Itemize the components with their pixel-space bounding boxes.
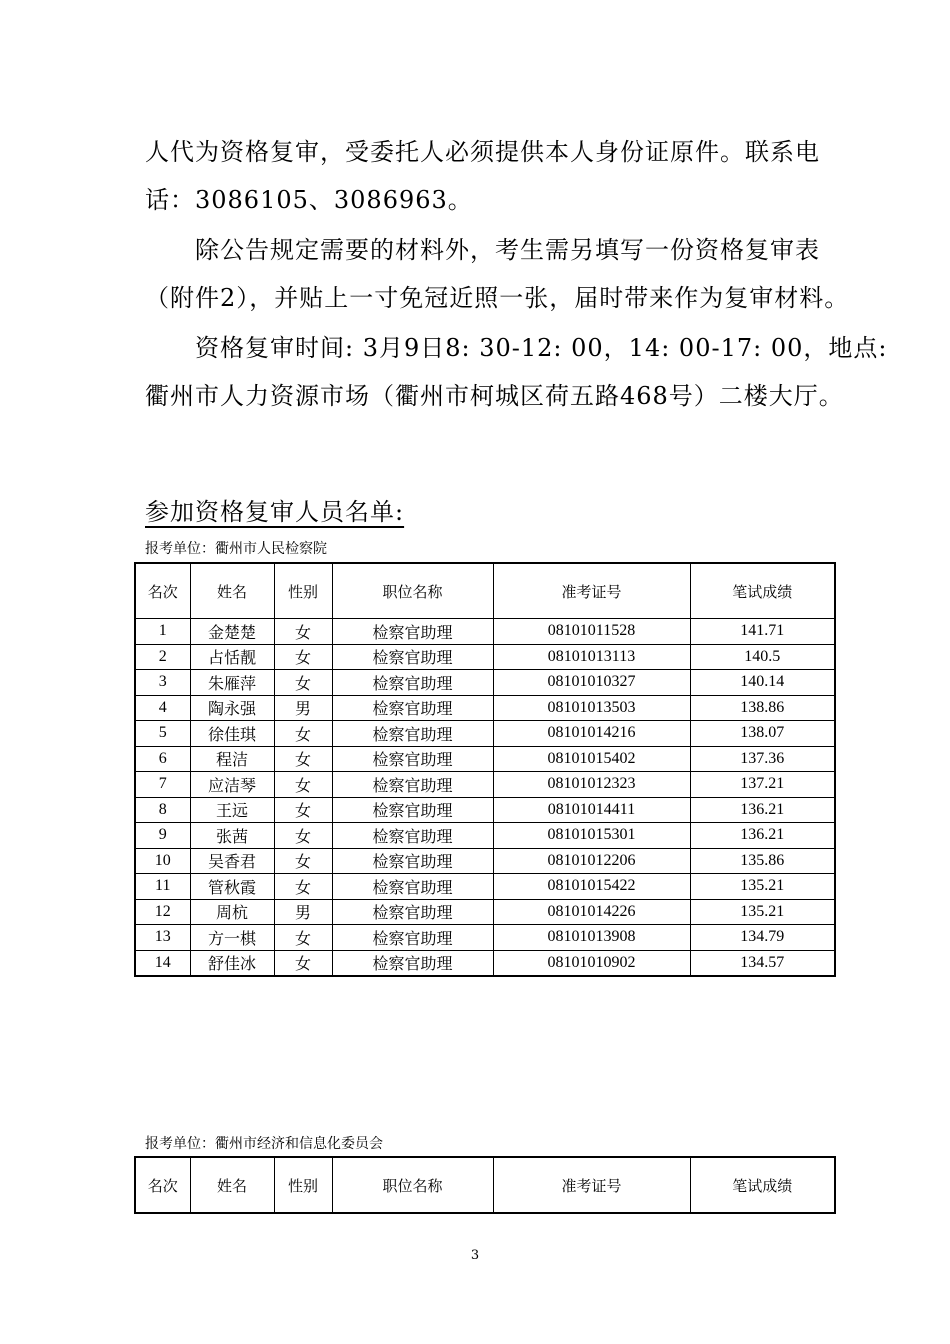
table-row: [135, 670, 835, 696]
cell-gender: 男: [274, 899, 332, 925]
header-rank: 名次: [135, 1157, 190, 1213]
cell-exam-id: 08101010902: [493, 950, 690, 976]
cell-position: 检察官助理: [332, 950, 493, 976]
cell-exam-id: 08101014226: [493, 899, 690, 925]
cell-rank: 10: [135, 848, 190, 874]
cell-name: 管秋霞: [190, 874, 274, 900]
cell-score: 135.21: [690, 874, 835, 900]
cell-score: 140.5: [690, 644, 835, 670]
cell-rank: 11: [135, 874, 190, 900]
table-row: [135, 619, 835, 645]
text-line: 人代为资格复审，受委托人必须提供本人身份证原件。联系电: [145, 138, 820, 166]
cell-name: 金楚楚: [190, 619, 274, 645]
cell-exam-id: 08101012206: [493, 848, 690, 874]
page-number: 3: [470, 1248, 480, 1263]
header-position: 职位名称: [332, 563, 493, 619]
table-row: [135, 772, 835, 798]
table-row: [135, 695, 835, 721]
cell-gender: 女: [274, 721, 332, 747]
cell-exam-id: 08101010327: [493, 670, 690, 696]
text-line: 衢州市人力资源市场（衢州市柯城区荷五路468号）二楼大厅。: [145, 382, 844, 410]
cell-rank: 6: [135, 746, 190, 772]
cell-score: 135.86: [690, 848, 835, 874]
cell-name: 吴香君: [190, 848, 274, 874]
header-score: 笔试成绩: [690, 563, 835, 619]
cell-score: 141.71: [690, 619, 835, 645]
header-position: 职位名称: [332, 1157, 493, 1213]
cell-position: 检察官助理: [332, 695, 493, 721]
cell-name: 方一棋: [190, 925, 274, 951]
cell-rank: 12: [135, 899, 190, 925]
table-row: [135, 797, 835, 823]
cell-rank: 5: [135, 721, 190, 747]
cell-name: 王远: [190, 797, 274, 823]
table-row: [135, 721, 835, 747]
text-line: 话：3086105、3086963。: [145, 186, 473, 214]
cell-score: 138.86: [690, 695, 835, 721]
table-header-row: [135, 563, 835, 619]
cell-rank: 8: [135, 797, 190, 823]
cell-rank: 7: [135, 772, 190, 798]
cell-score: 136.21: [690, 797, 835, 823]
cell-gender: 女: [274, 848, 332, 874]
cell-score: 138.07: [690, 721, 835, 747]
cell-score: 134.57: [690, 950, 835, 976]
cell-exam-id: 08101013908: [493, 925, 690, 951]
cell-position: 检察官助理: [332, 899, 493, 925]
cell-name: 应洁琴: [190, 772, 274, 798]
cell-rank: 2: [135, 644, 190, 670]
cell-gender: 女: [274, 619, 332, 645]
cell-rank: 1: [135, 619, 190, 645]
cell-gender: 女: [274, 746, 332, 772]
cell-rank: 4: [135, 695, 190, 721]
cell-score: 134.79: [690, 925, 835, 951]
cell-rank: 13: [135, 925, 190, 951]
cell-position: 检察官助理: [332, 670, 493, 696]
paragraph-contact: [145, 128, 835, 224]
cell-score: 136.21: [690, 823, 835, 849]
paragraph-time-location: [145, 324, 888, 420]
cell-rank: 14: [135, 950, 190, 976]
cell-score: 137.36: [690, 746, 835, 772]
cell-exam-id: 08101015301: [493, 823, 690, 849]
cell-name: 舒佳冰: [190, 950, 274, 976]
cell-score: 135.21: [690, 899, 835, 925]
cell-score: 140.14: [690, 670, 835, 696]
header-score: 笔试成绩: [690, 1157, 835, 1213]
cell-position: 检察官助理: [332, 874, 493, 900]
cell-position: 检察官助理: [332, 746, 493, 772]
cell-exam-id: 08101014411: [493, 797, 690, 823]
cell-position: 检察官助理: [332, 925, 493, 951]
header-rank: 名次: [135, 563, 190, 619]
table-row: [135, 925, 835, 951]
candidate-table-economy: [134, 1156, 836, 1214]
cell-name: 张茜: [190, 823, 274, 849]
cell-gender: 女: [274, 670, 332, 696]
cell-position: 检察官助理: [332, 619, 493, 645]
table-row: [135, 874, 835, 900]
table-row: [135, 899, 835, 925]
cell-name: 占恬靓: [190, 644, 274, 670]
cell-exam-id: 08101013113: [493, 644, 690, 670]
cell-position: 检察官助理: [332, 797, 493, 823]
list-heading: 参加资格复审人员名单:: [145, 498, 405, 526]
cell-exam-id: 08101011528: [493, 619, 690, 645]
header-exam-id: 准考证号: [493, 563, 690, 619]
cell-gender: 女: [274, 950, 332, 976]
cell-name: 周杭: [190, 899, 274, 925]
cell-gender: 女: [274, 797, 332, 823]
cell-gender: 女: [274, 823, 332, 849]
cell-position: 检察官助理: [332, 721, 493, 747]
header-gender: 性别: [274, 1157, 332, 1213]
cell-name: 陶永强: [190, 695, 274, 721]
cell-name: 徐佳琪: [190, 721, 274, 747]
cell-gender: 女: [274, 772, 332, 798]
cell-rank: 3: [135, 670, 190, 696]
header-name: 姓名: [190, 563, 274, 619]
cell-name: 程洁: [190, 746, 274, 772]
unit-label-economy: 报考单位：衢州市经济和信息化委员会: [145, 1136, 383, 1152]
cell-exam-id: 08101015422: [493, 874, 690, 900]
cell-exam-id: 08101015402: [493, 746, 690, 772]
table-row: [135, 746, 835, 772]
header-exam-id: 准考证号: [493, 1157, 690, 1213]
cell-gender: 男: [274, 695, 332, 721]
cell-gender: 女: [274, 874, 332, 900]
paragraph-materials: [145, 226, 850, 322]
unit-label-procuratorate: 报考单位：衢州市人民检察院: [145, 541, 327, 557]
table-row: [135, 848, 835, 874]
text-line: （附件2），并贴上一寸免冠近照一张，届时带来作为复审材料。: [145, 284, 850, 312]
header-name: 姓名: [190, 1157, 274, 1213]
cell-gender: 女: [274, 644, 332, 670]
cell-rank: 9: [135, 823, 190, 849]
cell-position: 检察官助理: [332, 823, 493, 849]
cell-gender: 女: [274, 925, 332, 951]
cell-position: 检察官助理: [332, 772, 493, 798]
cell-position: 检察官助理: [332, 644, 493, 670]
table-row: [135, 644, 835, 670]
table-header-row: [135, 1157, 835, 1213]
cell-position: 检察官助理: [332, 848, 493, 874]
text-line: 除公告规定需要的材料外，考生需另填写一份资格复审表: [145, 236, 820, 264]
table-row: [135, 823, 835, 849]
table-row: [135, 950, 835, 976]
candidate-table-procuratorate: [134, 562, 836, 977]
header-gender: 性别: [274, 563, 332, 619]
cell-exam-id: 08101014216: [493, 721, 690, 747]
cell-exam-id: 08101012323: [493, 772, 690, 798]
text-line: 资格复审时间: 3月9日8: 30-12: 00，14: 00-17: 00，地点:: [145, 334, 888, 362]
cell-name: 朱雁萍: [190, 670, 274, 696]
cell-score: 137.21: [690, 772, 835, 798]
table-body: [135, 619, 835, 977]
cell-exam-id: 08101013503: [493, 695, 690, 721]
